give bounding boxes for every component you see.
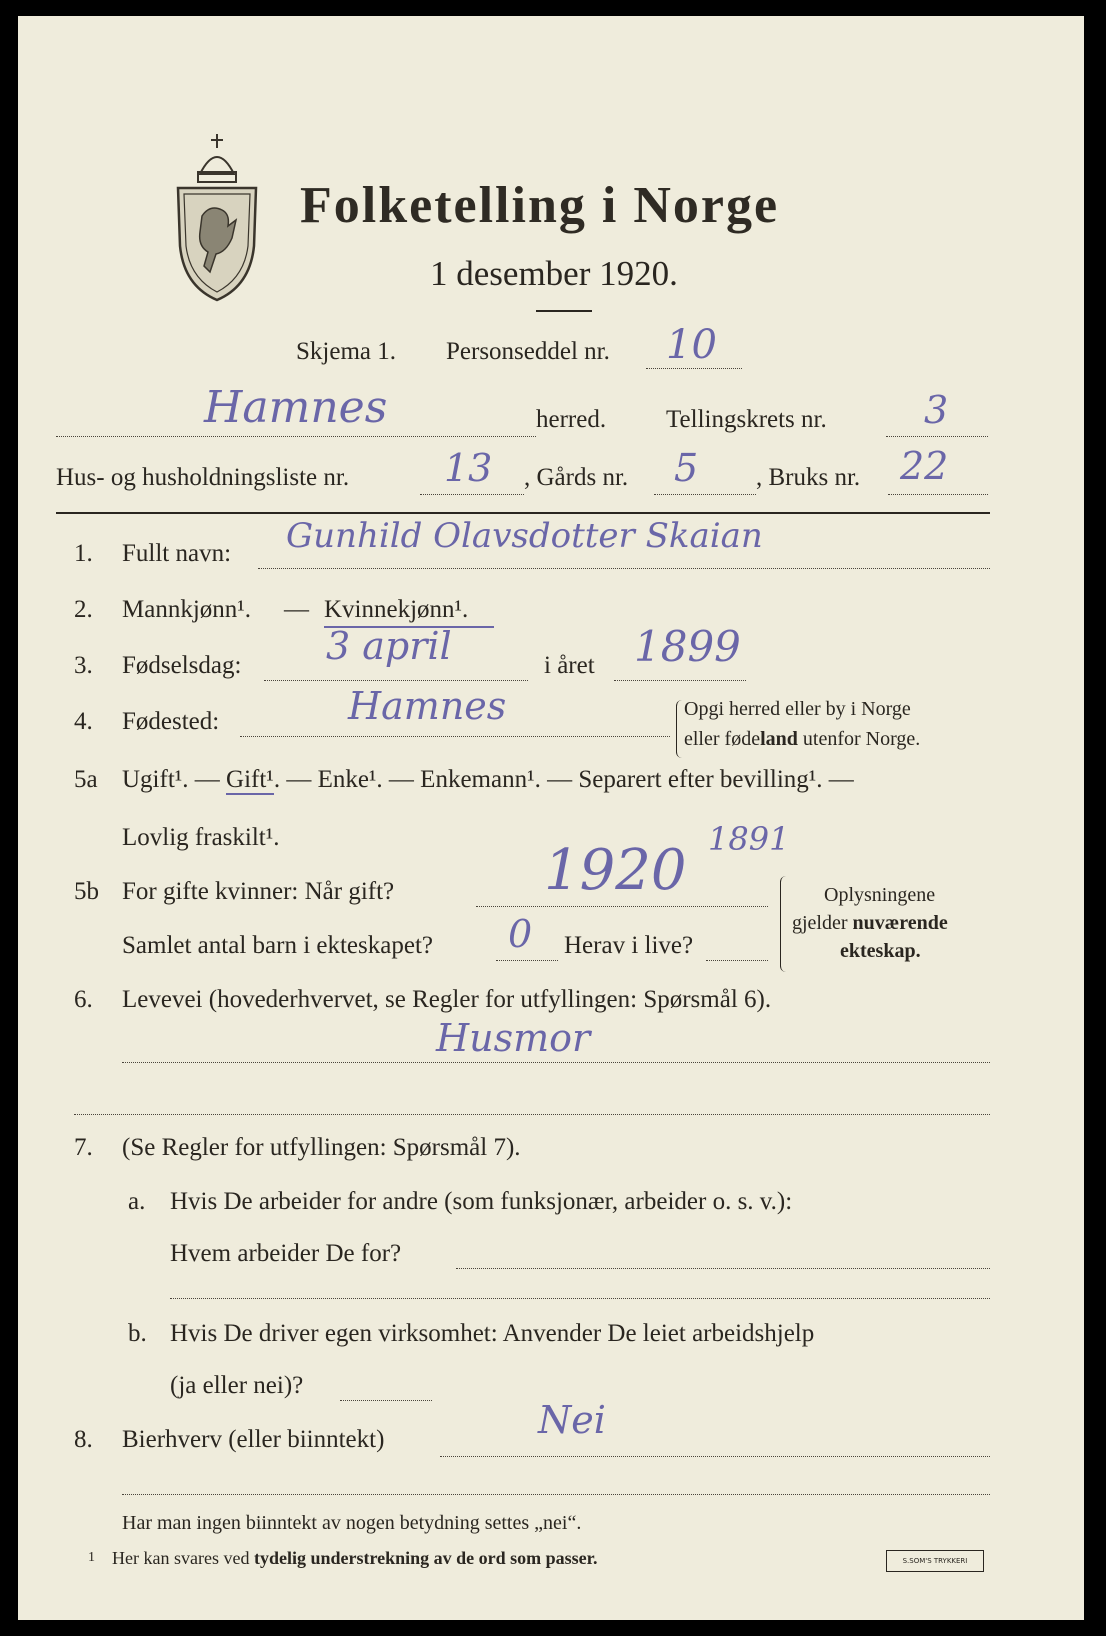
q5b-value-extra: 1891: [708, 820, 790, 858]
tellingskrets-label: Tellingskrets nr.: [666, 406, 827, 433]
q8-field-2[interactable]: [122, 1494, 990, 1495]
q5b-note-2: gjelder nuværende: [792, 912, 948, 934]
q5a-line1: Ugift¹. — Gift¹. — Enke¹. — Enkemann¹. — Separert efter bevilling¹. —: [122, 766, 854, 793]
skjema-label: Skjema 1.: [296, 338, 396, 365]
footnote: Her kan svares ved tydelig understrekning av de ord som passer.: [112, 1548, 598, 1568]
q5b-value: 1920: [544, 838, 687, 903]
q2-male: Mannkjønn¹.: [122, 596, 252, 623]
tellingskrets-value: 3: [924, 388, 949, 432]
personseddel-label: Personseddel nr.: [446, 338, 610, 365]
herred-field[interactable]: [56, 436, 536, 437]
printer-stamp: S.SOM'S TRYKKERI: [886, 1550, 984, 1572]
q7a-field-2[interactable]: [170, 1298, 990, 1299]
gards-label: , Gårds nr.: [524, 464, 629, 491]
title-divider: [536, 310, 592, 312]
q1-number: 1.: [74, 540, 93, 567]
q5b-number: 5b: [74, 878, 99, 905]
q5a-line2[interactable]: Lovlig fraskilt¹.: [122, 824, 280, 851]
q5b-field[interactable]: [476, 906, 768, 907]
q7a-field-1[interactable]: [456, 1268, 990, 1269]
q6-number: 6.: [74, 986, 93, 1013]
q5b-alive-label: Herav i live?: [564, 932, 694, 959]
q7b-field[interactable]: [340, 1400, 432, 1401]
q6-value: Husmor: [436, 1016, 591, 1060]
q3-number: 3.: [74, 652, 93, 679]
q4-field[interactable]: [240, 736, 670, 737]
q4-number: 4.: [74, 708, 93, 735]
q7a-text: Hvis De arbeider for andre (som funksjonær, arbeider o. s. v.):: [170, 1188, 793, 1215]
form-title: Folketelling i Norge: [300, 177, 780, 234]
census-form: [18, 16, 1084, 1620]
q6-label: Levevei (hovederhvervet, se Regler for utfyllingen: Spørsmål 6).: [122, 986, 772, 1013]
q7b-question: (ja eller nei)?: [170, 1372, 304, 1399]
q5b-alive-field[interactable]: [706, 960, 768, 961]
q5a-gift[interactable]: Gift¹: [226, 766, 274, 793]
tellingskrets-field[interactable]: [886, 436, 988, 437]
q1-value: Gunhild Olavsdotter Skaian: [286, 516, 763, 556]
q5b-note-3: ekteskap.: [840, 940, 921, 962]
q5b-children-value: 0: [508, 912, 533, 956]
personseddel-field[interactable]: [646, 368, 742, 369]
hus-field[interactable]: [420, 494, 524, 495]
herred-value: Hamnes: [204, 382, 388, 433]
bruks-field[interactable]: [888, 494, 988, 495]
form-date: 1 desember 1920.: [430, 254, 678, 293]
q5b-label: For gifte kvinner: Når gift?: [122, 878, 395, 905]
q7b-text: Hvis De driver egen virksomhet: Anvender De leiet arbeidshjelp: [170, 1320, 815, 1347]
q4-label: Fødested:: [122, 708, 220, 735]
gards-value: 5: [674, 446, 699, 490]
q1-field[interactable]: [258, 568, 990, 569]
q3-field[interactable]: [264, 680, 528, 681]
q8-label: Bierhverv (eller biinntekt): [122, 1426, 385, 1453]
q8-value: Nei: [538, 1398, 606, 1442]
q2-sep: —: [284, 596, 309, 623]
footnote-mark: 1: [88, 1550, 95, 1565]
q3-year-label: i året: [544, 652, 595, 679]
footer-note: Har man ingen biinntekt av nogen betydning settes „nei“.: [122, 1512, 582, 1534]
q5a-number: 5a: [74, 766, 98, 793]
q4-brace: [676, 700, 683, 758]
q3-year-value: 1899: [634, 622, 741, 671]
q6-field-2[interactable]: [74, 1114, 990, 1115]
q5b-children-label: Samlet antal barn i ekteskapet?: [122, 932, 433, 959]
bruks-value: 22: [900, 444, 949, 488]
q8-number: 8.: [74, 1426, 93, 1453]
header-divider: [56, 512, 990, 514]
q7a-letter: a.: [128, 1188, 146, 1215]
hus-label: Hus- og husholdningsliste nr.: [56, 464, 350, 491]
q7-label: (Se Regler for utfyllingen: Spørsmål 7).: [122, 1134, 521, 1161]
q2-female[interactable]: Kvinnekjønn¹.: [324, 596, 469, 623]
q8-field-1[interactable]: [440, 1456, 990, 1457]
q5b-brace: [780, 876, 789, 972]
q3-value: 3 april: [326, 624, 452, 668]
q6-field-1[interactable]: [122, 1062, 990, 1063]
bruks-label: , Bruks nr.: [756, 464, 861, 491]
q2-number: 2.: [74, 596, 93, 623]
q4-value: Hamnes: [348, 684, 507, 728]
q7b-letter: b.: [128, 1320, 147, 1347]
q5b-children-field[interactable]: [496, 960, 558, 961]
q4-note-2: eller fødeland utenfor Norge.: [684, 728, 921, 750]
q4-note-1: Opgi herred eller by i Norge: [684, 698, 911, 720]
gards-field[interactable]: [654, 494, 756, 495]
q7-number: 7.: [74, 1134, 93, 1161]
coat-of-arms-icon: [170, 126, 264, 306]
q3-label: Fødselsdag:: [122, 652, 242, 679]
hus-value: 13: [444, 446, 493, 490]
personseddel-value: 10: [666, 322, 717, 368]
q1-label: Fullt navn:: [122, 540, 232, 567]
q7a-question: Hvem arbeider De for?: [170, 1240, 402, 1267]
herred-label: herred.: [536, 406, 607, 433]
q3-year-field[interactable]: [614, 680, 746, 681]
q5b-note-1: Oplysningene: [824, 884, 936, 906]
